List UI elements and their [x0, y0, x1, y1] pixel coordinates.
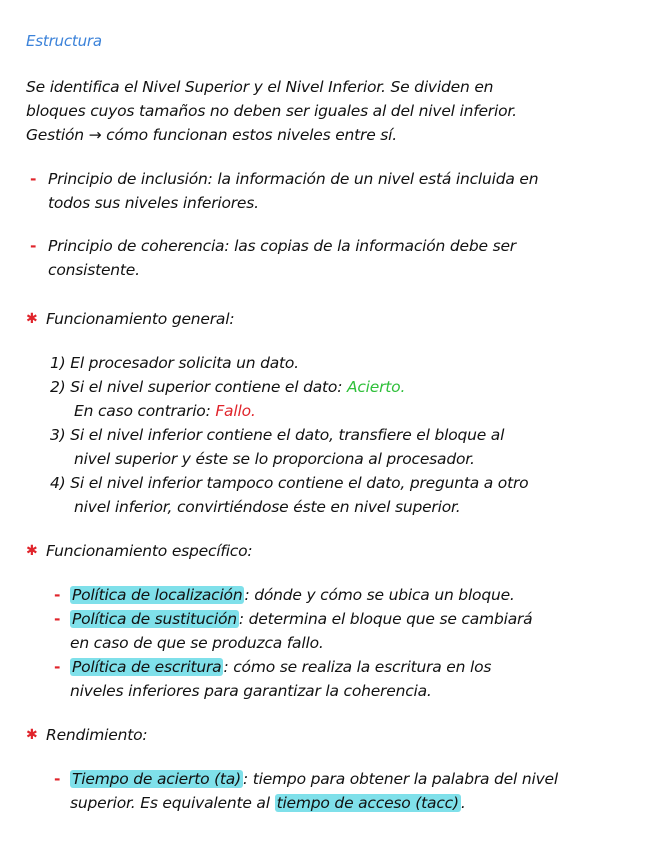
general-step-1: 1) El procesador solicita un dato.: [50, 354, 299, 372]
general-step-3-line-1: 3) Si el nivel inferior contiene el dato, transfiere el bloque al: [50, 426, 505, 444]
intro-line-1: Se identifica el Nivel Superior y el Nivel Inferior. Se dividen en: [26, 78, 494, 96]
hit-time-term: Tiempo de acierto (ta): [72, 770, 241, 788]
inclusion-bullet: -: [30, 170, 37, 188]
location-term: Política de localización: [72, 586, 243, 604]
general-star-icon: ✱: [26, 311, 38, 327]
write-term: Política de escritura: [72, 658, 222, 676]
general-step-4-line-1: 4) Si el nivel inferior tampoco contiene el dato, pregunta a otro: [50, 474, 529, 492]
hit-time-line-1: Tiempo de acierto (ta) : tiempo para obtener la palabra del nivel: [72, 770, 558, 788]
access-time-term: tiempo de acceso (tacc): [276, 794, 459, 812]
coherence-bullet: -: [30, 237, 37, 255]
write-policy: Política de escritura : cómo se realiza la escritura en los: [72, 658, 492, 676]
location-bullet: -: [54, 586, 61, 604]
performance-heading: Rendimiento:: [46, 726, 148, 744]
hit-time-line-2: superior. Es equivalente al tiempo de acceso (tacc) .: [70, 794, 466, 812]
hit-label: Acierto.: [346, 378, 406, 396]
write-line-2: niveles inferiores para garantizar la coherencia.: [70, 682, 432, 700]
substitution-line-2: en caso de que se produzca fallo.: [70, 634, 324, 652]
general-step-3-line-2: nivel superior y éste se lo proporciona al procesador.: [74, 450, 475, 468]
location-policy: Política de localización : dónde y cómo se ubica un bloque.: [72, 586, 515, 604]
intro-line-2: bloques cuyos tamaños no deben ser iguales al del nivel inferior.: [26, 102, 517, 120]
substitution-bullet: -: [54, 610, 61, 628]
specific-heading: Funcionamiento específico:: [46, 542, 253, 560]
inclusion-line-2: todos sus niveles inferiores.: [48, 194, 259, 212]
hit-time-bullet: -: [54, 770, 61, 788]
miss-label: Fallo.: [215, 402, 256, 420]
general-step-2b: En caso contrario: Fallo.: [74, 402, 256, 420]
coherence-line-2: consistente.: [48, 261, 140, 279]
general-heading: Funcionamiento general:: [46, 310, 235, 328]
page-title: Estructura: [26, 32, 102, 50]
general-step-2: 2) Si el nivel superior contiene el dato: Acierto.: [50, 378, 406, 396]
intro-line-3: Gestión → cómo funcionan estos niveles entre sí.: [26, 126, 397, 144]
general-step-4-line-2: nivel inferior, convirtiéndose éste en nivel superior.: [74, 498, 461, 516]
specific-star-icon: ✱: [26, 543, 38, 559]
inclusion-line-1: Principio de inclusión: la información de un nivel está incluida en: [48, 170, 539, 188]
substitution-term: Política de sustitución: [72, 610, 237, 628]
performance-star-icon: ✱: [26, 727, 38, 743]
coherence-line-1: Principio de coherencia: las copias de la información debe ser: [48, 237, 516, 255]
write-bullet: -: [54, 658, 61, 676]
substitution-policy: Política de sustitución : determina el bloque que se cambiará: [72, 610, 533, 628]
